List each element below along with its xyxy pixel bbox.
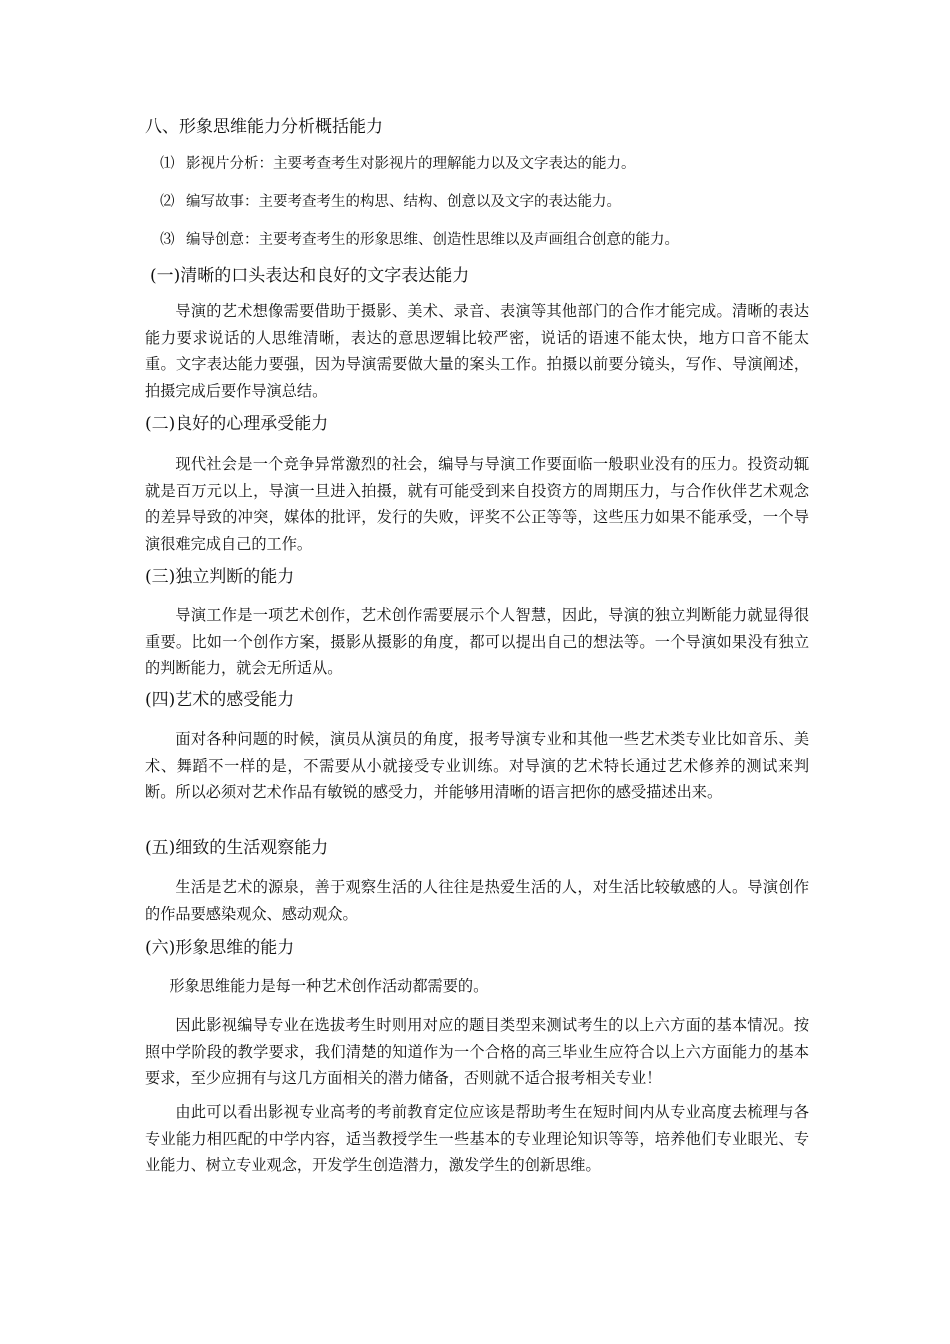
section-paragraph: 因此影视编导专业在选拔考生时则用对应的题目类型来测试考生的以上六方面的基本情况。按照中学阶段的教学要求，我们清楚的知道作为一个合格的高三毕业生应符合以上六方面能力的基本要求，至少应拥有与这几方面相关的潜力储备，否则就不适合报考相关专业！ [145, 1016, 809, 1087]
list-item-number: ⑵ [160, 194, 175, 210]
section-paragraph: 面对各种问题的时候，演员从演员的角度，报考导演专业和其他一些艺术类专业比如音乐、美术、舞蹈不一样的是，不需要从小就接受专业训练。对导演的艺术特长通过艺术修养的测试来判断。所以必须对艺术作品有敏锐的感受力，并能够用清晰的语言把你的感受描述出来。 [145, 730, 809, 801]
list-item-number: ⑴ [160, 156, 175, 172]
section-paragraph: 现代社会是一个竞争异常激烈的社会，编导与导演工作要面临一般职业没有的压力。投资动辄就是百万元以上，导演一旦进入拍摄，就有可能受到来自投资方的周期压力，与合作伙伴艺术观念的差异导致的冲突，媒体的批评，发行的失败，评奖不公正等等，这些压力如果不能承受，一个导演很难完成自己的工作。 [145, 455, 809, 553]
section-paragraph: 导演工作是一项艺术创作，艺术创作需要展示个人智慧，因此，导演的独立判断能力就显得很重要。比如一个创作方案，摄影从摄影的角度，都可以提出自己的想法等。一个导演如果没有独立的判断能力，就会无所适从。 [145, 606, 809, 677]
section-heading: (二)良好的心理承受能力 [145, 414, 329, 434]
section-paragraph: 生活是艺术的源泉，善于观察生活的人往往是热爱生活的人，对生活比较敏感的人。导演创作的作品要感染观众、感动观众。 [145, 878, 809, 923]
section-heading: (六)形象思维的能力 [145, 938, 295, 958]
list-item [160, 191, 621, 213]
section-heading: (五)细致的生活观察能力 [145, 838, 329, 858]
section-paragraph: 导演的艺术想像需要借助于摄影、美术、录音、表演等其他部门的合作才能完成。清晰的表达能力要求说话的人思维清晰，表达的意思逻辑比较严密，说话的语速不能太快，地方口音不能太重。文字表达能力要强，因为导演需要做大量的案头工作。拍摄以前要分镜头，写作、导演阐述，拍摄完成后要作导演总结。 [145, 302, 809, 400]
list-item-text: 编写故事：主要考查考生的构思、结构、创意以及文字的表达能力。 [186, 194, 621, 210]
section-paragraph: 形象思维能力是每一种艺术创作活动都需要的。 [169, 977, 489, 995]
section-paragraph: 由此可以看出影视专业高考的考前教育定位应该是帮助考生在短时间内从专业高度去梳理与各专业能力相匹配的中学内容，适当教授学生一些基本的专业理论知识等等，培养他们专业眼光、专业能力、树立专业观念，开发学生创造潜力，激发学生的创新思维。 [145, 1103, 809, 1174]
section-heading: (四)艺术的感受能力 [145, 690, 295, 710]
list-item [160, 229, 679, 251]
section-heading: (三)独立判断的能力 [145, 567, 295, 587]
list-item-text: 编导创意：主要考查考生的形象思维、创造性思维以及声画组合创意的能力。 [186, 232, 679, 248]
list-item [160, 153, 636, 175]
section-heading: (一)清晰的口头表达和良好的文字表达能力 [150, 266, 470, 286]
main-heading: 八、形象思维能力分析概括能力 [145, 117, 383, 137]
list-item-text: 影视片分析：主要考查考生对影视片的理解能力以及文字表达的能力。 [186, 156, 636, 172]
list-item-number: ⑶ [160, 232, 175, 248]
